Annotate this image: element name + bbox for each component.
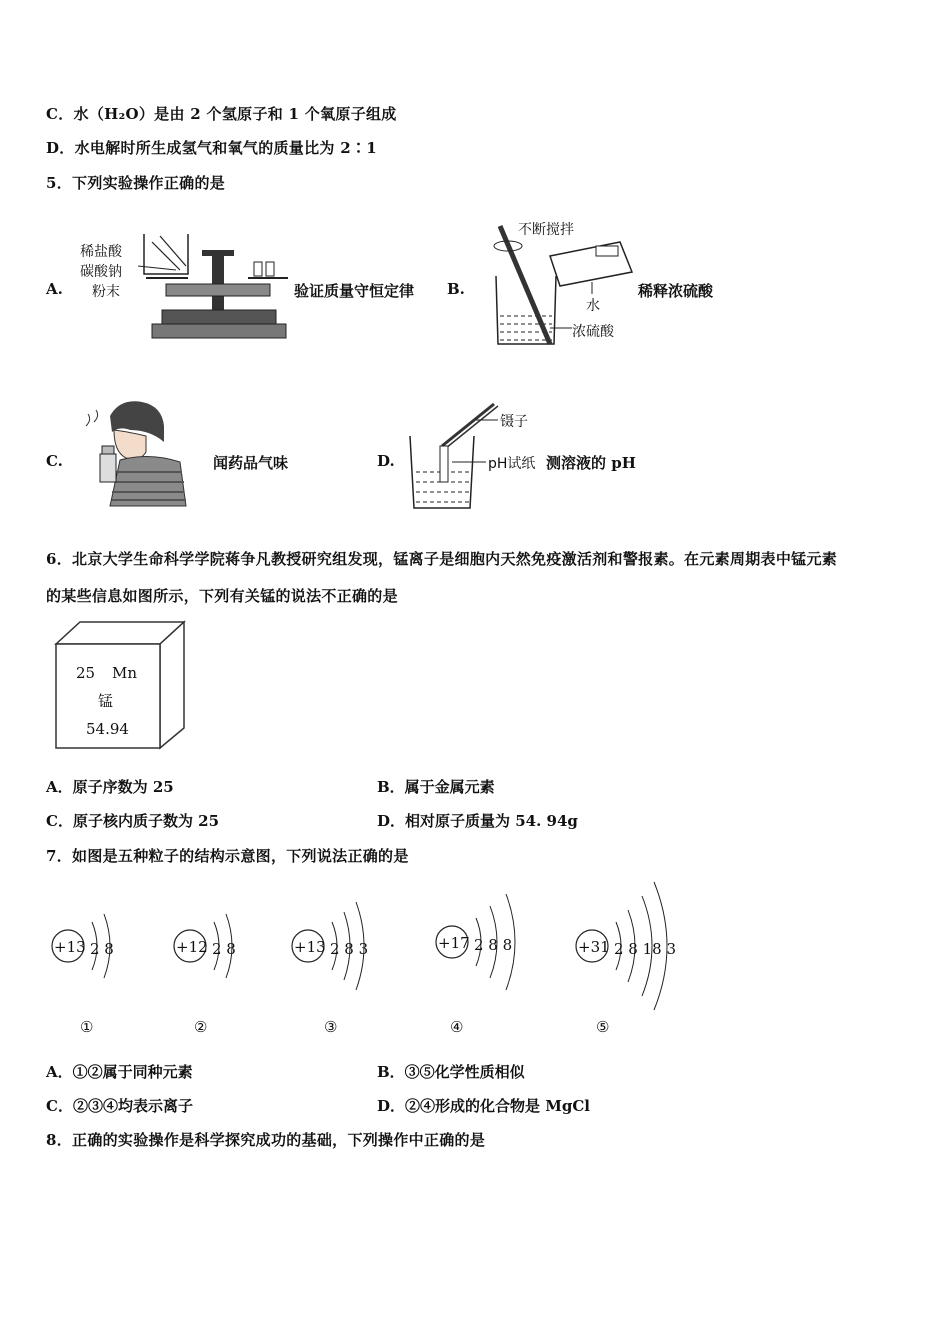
q7-option-a: A．①②属于同种元素 (46, 1063, 193, 1081)
particle-3-shells: 2 8 3 (330, 940, 369, 958)
q6-option-a: A．原子序数为 25 (46, 778, 174, 796)
q6-option-d: D．相对原子质量为 54. 94g (377, 812, 578, 830)
element-name: 锰 (98, 692, 114, 710)
particle-2 (174, 914, 236, 1036)
particle-5-shells: 2 8 18 3 (614, 940, 677, 958)
fig-label-conc-acid: 浓硫酸 (572, 324, 614, 340)
q5-b-letter: B. (447, 280, 465, 298)
particle-4-shells: 2 8 8 (474, 936, 513, 954)
fig-label-powder: 粉末 (92, 284, 120, 300)
q6-stem-line2: 的某些信息如图所示，下列有关锰的说法不正确的是 (46, 587, 398, 605)
q6-option-b: B．属于金属元素 (377, 778, 495, 796)
smelling-figure (80, 396, 192, 508)
particle-4-nucleus: +17 (438, 934, 470, 952)
q7-option-b: B．③⑤化学性质相似 (377, 1063, 525, 1081)
q5-b-caption: 稀释浓硫酸 (638, 282, 714, 300)
q7-option-d: D．②④形成的化合物是 MgCl (377, 1097, 590, 1115)
fig-label-na2co3: 碳酸钠 (80, 264, 122, 280)
q8-stem: 8．正确的实验操作是科学探究成功的基础，下列操作中正确的是 (46, 1131, 486, 1149)
particle-5 (576, 882, 676, 1036)
q5-d-caption: 测溶液的 pH (546, 454, 636, 472)
fig-label-ph-paper: pH试纸 (488, 456, 536, 472)
q5-c-letter: C. (46, 452, 63, 470)
element-number: 25 (76, 664, 96, 682)
particle-3-nucleus: +13 (294, 938, 326, 956)
particle-4 (436, 894, 515, 1036)
q5-stem: 5．下列实验操作正确的是 (46, 174, 226, 192)
particle-5-nucleus: +31 (578, 938, 610, 956)
fig-label-tweezers: 镊子 (500, 414, 528, 430)
element-mass: 54.94 (86, 720, 129, 738)
particle-2-nucleus: +12 (176, 938, 208, 956)
particle-3 (292, 902, 368, 1036)
particle-2-label: ② (194, 1018, 208, 1036)
balance-figure (76, 222, 291, 344)
fig-label-water: 水 (586, 298, 600, 314)
particle-3-label: ③ (324, 1018, 338, 1036)
dilution-figure (480, 216, 640, 350)
particle-diagrams (46, 876, 686, 1046)
particle-5-label: ⑤ (596, 1018, 610, 1036)
q4-option-d: D．水电解时所生成氢气和氧气的质量比为 2∶1 (46, 139, 378, 157)
particle-1 (52, 914, 114, 1036)
particle-1-label: ① (80, 1018, 94, 1036)
particle-1-shells: 2 8 (90, 940, 114, 958)
q6-stem-line1: 6．北京大学生命科学学院蒋争凡教授研究组发现，锰离子是细胞内天然免疫激活剂和警报素。在元素周期表中锰元素 (46, 550, 838, 568)
q5-c-caption: 闻药品气味 (213, 454, 289, 472)
q5-a-letter: A. (46, 280, 63, 298)
element-card (52, 620, 188, 752)
particle-1-nucleus: +13 (54, 938, 86, 956)
q7-stem: 7．如图是五种粒子的结构示意图，下列说法正确的是 (46, 847, 409, 865)
ph-test-figure (404, 400, 544, 512)
particle-2-shells: 2 8 (212, 940, 236, 958)
q7-option-c: C．②③④均表示离子 (46, 1097, 193, 1115)
fig-label-hcl: 稀盐酸 (80, 244, 122, 260)
q4-option-c: C．水（H₂O）是由 2 个氢原子和 1 个氧原子组成 (46, 105, 397, 123)
q5-a-caption: 验证质量守恒定律 (294, 282, 415, 300)
particle-4-label: ④ (450, 1018, 464, 1036)
q6-option-c: C．原子核内质子数为 25 (46, 812, 220, 830)
element-symbol: Mn (112, 664, 138, 682)
fig-label-stir: 不断搅拌 (518, 222, 574, 238)
q5-d-letter: D. (377, 452, 395, 470)
